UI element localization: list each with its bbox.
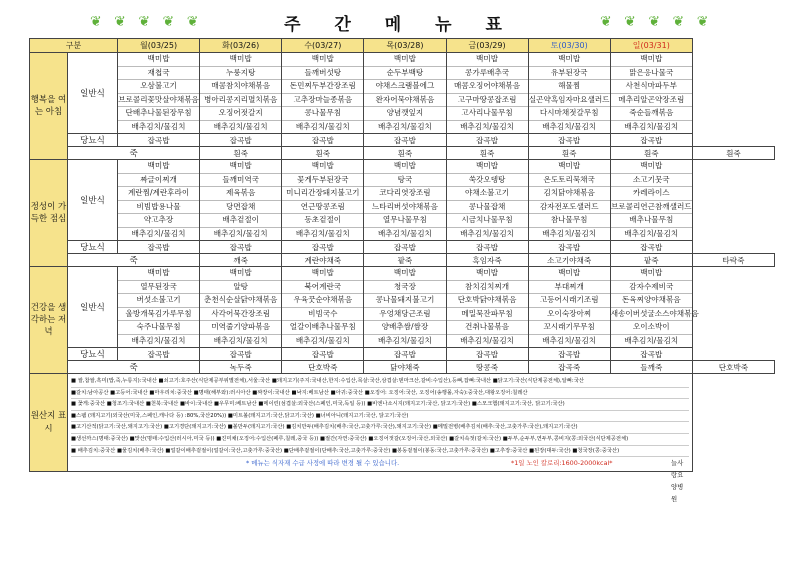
menu-item: 백미밥 [200, 160, 281, 174]
menu-item: 야채스크램블에그 [364, 80, 445, 94]
porridge-item: 흰죽 [364, 147, 446, 160]
menu-item: 당면잡채 [200, 201, 281, 215]
menu-item: 단호박닭야채볶음 [447, 294, 528, 308]
day-header: 목(03/28) [364, 39, 446, 53]
menu-item: 배추김치/물김치 [542, 121, 597, 131]
menu-item: 오이소박이 [611, 321, 692, 335]
menu-item: 완자어묵야채볶음 [364, 94, 445, 108]
meal-type-porridge: 죽 [68, 254, 200, 267]
menu-item: 해물찜 [529, 80, 610, 94]
menu-item: 느타리버섯야채볶음 [364, 201, 445, 215]
menu-cell [364, 267, 446, 348]
diabetic-item: 잡곡밥 [200, 134, 282, 147]
menu-cell [610, 53, 692, 134]
menu-item: 돈민찌두부간장조림 [282, 80, 363, 94]
porridge-item: 흰죽 [200, 147, 282, 160]
meal-type-diabetic: 당뇨식 [68, 241, 118, 254]
menu-item: 백미밥 [364, 267, 445, 281]
sprout-decoration-left-icon: ❦ ❦ ❦ ❦ ❦ [90, 14, 203, 30]
menu-item: 배추김치/물김치 [213, 228, 268, 238]
menu-item: 들깨버섯탕 [282, 67, 363, 81]
menu-item: 단배추나물된장무침 [118, 107, 199, 121]
menu-item: 배추김치/물김치 [460, 121, 515, 131]
menu-cell [364, 53, 446, 134]
title-row [0, 4, 800, 36]
menu-item: 배추김치/물김치 [131, 228, 186, 238]
menu-cell [282, 267, 364, 348]
menu-item: 감자수제비국 [611, 281, 692, 295]
menu-item: 오징어젓갈지 [200, 107, 281, 121]
menu-item: 새송이버섯굴소스야채볶음 [611, 308, 692, 322]
menu-item: 배추김치/물김치 [460, 228, 515, 238]
menu-item: 배추김치/물김치 [131, 121, 186, 131]
menu-item: 돈육찌양야채볶음 [611, 294, 692, 308]
menu-item: 양념깻잎지 [364, 107, 445, 121]
menu-item: 사각어묵간장조림 [200, 308, 281, 322]
menu-cell [364, 160, 446, 241]
menu-item: 야채소불고기 [447, 187, 528, 201]
diabetic-item: 잡곡밥 [364, 348, 446, 361]
diabetic-item: 잡곡밥 [446, 134, 528, 147]
porridge-item: 녹두죽 [200, 361, 282, 374]
menu-item: 배추나물무침 [611, 214, 692, 228]
menu-item: 알탕 [200, 281, 281, 295]
origin-line: ■ 배추김치:중국산 ■물김치(배추:국산) ■얼갈이배추겉절이(얼갈이:국산,고춧가루:중국산) ■단배추겉절이(단배추:국산,고춧가루:중국산) ■봉동겉절이(봉동:국산,고춧가루:중국산) ■고추장:중국산 ■된장(대두:국산) ■청국장(콩:중국산) [71, 446, 689, 458]
porridge-item: 닭야채죽 [364, 361, 446, 374]
menu-item: 백미밥 [529, 53, 610, 67]
calorie-note: *1일 노인 칼로리:1600-2000kcal* [511, 459, 613, 468]
menu-item: 비빔국수 [282, 308, 363, 322]
porridge-item: 팥죽 [610, 254, 692, 267]
diabetic-item: 잡곡밥 [528, 134, 610, 147]
porridge-item: 단호박죽 [692, 361, 774, 374]
menu-cell [610, 160, 692, 241]
porridge-item: 흰죽 [692, 147, 774, 160]
porridge-item: 깨죽 [200, 254, 282, 267]
diabetic-item: 잡곡밥 [200, 348, 282, 361]
menu-item: 백미밥 [364, 53, 445, 67]
porridge-item: 팥죽 [364, 254, 446, 267]
menu-item: 백미밥 [282, 160, 363, 174]
menu-item: 숙주나물무침 [118, 321, 199, 335]
diabetic-item: 잡곡밥 [528, 241, 610, 254]
menu-item: 열무된장국 [118, 281, 199, 295]
menu-item: 백미밥 [529, 267, 610, 281]
menu-cell [118, 267, 200, 348]
menu-item: 누룽지탕 [200, 67, 281, 81]
menu-item: 쑥갓오뎅탕 [447, 174, 528, 188]
diabetic-item: 잡곡밥 [528, 348, 610, 361]
menu-change-notice: * 메뉴는 식자재 수급 사정에 따라 변경 될 수 있습니다. [246, 459, 400, 468]
day-header: 수(03/27) [282, 39, 364, 53]
porridge-item: 흑임자죽 [446, 254, 528, 267]
menu-item: 백미밥 [118, 53, 199, 67]
menu-item: 연근땅콩조림 [282, 201, 363, 215]
menu-item: 백미밥 [282, 53, 363, 67]
menu-item: 건취나물볶음 [447, 321, 528, 335]
header-row [30, 39, 775, 53]
menu-item: 다시마채젓갈무침 [529, 107, 610, 121]
origin-line: ■스팸 (돼지고기(외국산(미국,스페인,캐나다 등) :80%,국산20%)) ■미트볼(돼지고기:국산,닭고기:국산) ■너비아니(돼지고기:국산, 닭고기:국산) [71, 411, 689, 423]
porridge-item: 땅콩죽 [446, 361, 528, 374]
menu-item: 재첩국 [118, 67, 199, 81]
menu-item: 오삼불고기 [118, 80, 199, 94]
menu-item: 고사리나물무침 [447, 107, 528, 121]
menu-cell [282, 53, 364, 134]
meal-type-regular: 일반식 [68, 160, 118, 241]
menu-item: 백미밥 [200, 267, 281, 281]
menu-item: 감자전포도샐러드 [529, 201, 610, 215]
menu-item: 배추김치/물김치 [295, 228, 350, 238]
origin-info [68, 374, 693, 504]
diabetic-item: 잡곡밥 [200, 241, 282, 254]
header-category: 구분 [30, 39, 118, 53]
menu-item: 백미밥 [118, 160, 199, 174]
menu-cell [446, 160, 528, 241]
menu-item: 꼬시래기무무침 [529, 321, 610, 335]
meal-type-regular: 일반식 [68, 267, 118, 348]
menu-item: 배추김치/물김치 [377, 228, 432, 238]
diabetic-item: 잡곡밥 [118, 348, 200, 361]
menu-cell [200, 160, 282, 241]
porridge-item: 흰죽 [282, 147, 364, 160]
porridge-item: 계란야채죽 [282, 254, 364, 267]
origin-row [30, 374, 775, 472]
menu-item: 배추김치/물김치 [213, 335, 268, 345]
menu-item: 청국장 [364, 281, 445, 295]
day-header-sunday: 일(03/31) [610, 39, 692, 53]
meal-porridge-row [30, 147, 775, 160]
menu-item: 탕국 [364, 174, 445, 188]
menu-item: 콩가루배추국 [447, 67, 528, 81]
meal-porridge-row [30, 361, 775, 374]
diabetic-item: 잡곡밥 [446, 348, 528, 361]
porridge-item: 흰죽 [528, 147, 610, 160]
menu-item: 양배추쌈/쌈장 [364, 321, 445, 335]
meal-regular-row [30, 267, 775, 348]
menu-cell [446, 267, 528, 348]
origin-line: ■ 쌀,찹쌀,흑미(밥,죽,누룽지):국내산 ■쇠고기:호주산(식단제공부위별전체),서울:국산 ■돼지고기(주지:국내산,한지:수입산,목살:국산,삼겹살:덴마크산,갈비:수입산),등뼈,잡뼈:국내산 ■닭고기:국산(식단제공전체),알뼈:국산 [71, 376, 689, 388]
menu-item: 울방개묵김가루무침 [118, 308, 199, 322]
meal-regular-row [30, 160, 775, 241]
diabetic-item: 잡곡밥 [364, 134, 446, 147]
porridge-item: 흰죽 [610, 147, 692, 160]
menu-item: 약고추장 [118, 214, 199, 228]
menu-item: 얼갈이배추나물무침 [282, 321, 363, 335]
menu-item: 배추김치/물김치 [295, 335, 350, 345]
menu-item: 병아리콩지리멸치볶음 [200, 94, 281, 108]
menu-cell [200, 53, 282, 134]
menu-cell [528, 160, 610, 241]
menu-item: 열무나물무침 [364, 214, 445, 228]
menu-item: 부대찌개 [529, 281, 610, 295]
meal-type-porridge: 죽 [68, 361, 200, 374]
diabetic-item: 잡곡밥 [282, 241, 364, 254]
menu-item: 죽순들깨볶음 [611, 107, 692, 121]
menu-item: 사천식마파두부 [611, 80, 692, 94]
menu-item: 우육꿋순야채볶음 [282, 294, 363, 308]
diabetic-item: 잡곡밥 [446, 241, 528, 254]
menu-item: 버섯소불고기 [118, 294, 199, 308]
menu-item: 백미밥 [447, 160, 528, 174]
menu-item: 메밀묵잔파무침 [447, 308, 528, 322]
menu-item: 매콤오징어야채볶음 [447, 80, 528, 94]
diabetic-item: 잡곡밥 [610, 134, 692, 147]
menu-cell [528, 267, 610, 348]
day-header: 화(03/26) [200, 39, 282, 53]
menu-item: 춘천식순살닭야채볶음 [200, 294, 281, 308]
meal-type-porridge: 죽 [68, 147, 200, 160]
porridge-item: 타락죽 [692, 254, 774, 267]
menu-item: 온도토리묵채국 [529, 174, 610, 188]
origin-label: 원산지 표시 [30, 374, 68, 472]
menu-item: 참나물무침 [529, 214, 610, 228]
meal-diabetic-row [30, 241, 775, 254]
menu-item: 배추김치/물김치 [131, 335, 186, 345]
menu-item: 오이숙장아찌 [529, 308, 610, 322]
day-header: 금(03/29) [446, 39, 528, 53]
menu-item: 실곤약흑임자마요샐러드 [529, 94, 610, 108]
menu-item: 배추김치/물김치 [460, 335, 515, 345]
day-header: 월(03/25) [118, 39, 200, 53]
menu-item: 백미밥 [447, 53, 528, 67]
menu-item: 고구마땅콩잡조림 [447, 94, 528, 108]
menu-item: 동초겉절이 [282, 214, 363, 228]
page-title: 주 간 메 뉴 표 [284, 15, 516, 35]
menu-item: 배추김치/물김치 [542, 228, 597, 238]
weekly-menu-table [29, 38, 775, 504]
meal-regular-row [30, 53, 775, 134]
sprout-decoration-right-icon: ❦ ❦ ❦ ❦ ❦ [600, 14, 713, 30]
meal-name: 건강을 생각하는 저녁 [30, 267, 68, 374]
menu-item: 유부된장국 [529, 67, 610, 81]
menu-item: 배추김치/물김치 [624, 335, 679, 345]
menu-item: 김치닭야채볶음 [529, 187, 610, 201]
menu-cell [118, 53, 200, 134]
footer-notes [71, 457, 689, 504]
menu-item: 백미밥 [118, 267, 199, 281]
menu-item: 백미밥 [282, 267, 363, 281]
menu-item: 계란찜/계란후라이 [118, 187, 199, 201]
menu-item: 백미밥 [611, 53, 692, 67]
porridge-item: 단호박죽 [282, 361, 364, 374]
menu-item: 소고기뭇국 [611, 174, 692, 188]
menu-item: 배추김치/물김치 [213, 121, 268, 131]
meal-name: 행복을 여는 아침 [30, 53, 68, 160]
diabetic-item: 잡곡밥 [282, 134, 364, 147]
menu-item: 브로콜리연근참깨샐러드 [611, 201, 692, 215]
porridge-item: 들깨죽 [610, 361, 692, 374]
origin-line: ■고기산적(닭고기:국산,돼지고기:국산) ■고기경단(돼지고기:국산) ■볼만두(돼지고기:국산) ■김치만두(배추김치(배추:국산,고춧가루:국산),돼지고기:국산) ■메밀전병(배추김치(배추:국산,고춧가루:국산),돼지고기:국산) [71, 422, 689, 434]
day-header-saturday: 토(03/30) [528, 39, 610, 53]
menu-item: 백미밥 [447, 267, 528, 281]
menu-item: 비빔밥용나물 [118, 201, 199, 215]
menu-item: 배추김치/물김치 [377, 121, 432, 131]
diabetic-item: 잡곡밥 [610, 241, 692, 254]
menu-item: 코다리엿장조림 [364, 187, 445, 201]
menu-item: 배추김치/물김치 [542, 335, 597, 345]
menu-item: 배추김치/물김치 [624, 228, 679, 238]
menu-cell [118, 160, 200, 241]
menu-item: 백미밥 [529, 160, 610, 174]
menu-item: 미니리간장돼지불고기 [282, 187, 363, 201]
porridge-item: 소고기야채죽 [528, 254, 610, 267]
origin-line: ■갈치:남아공산 ■고등어:국내산 ■마우리치:중국산 ■명태(해부와):러시아산 ■짜장이:국내산 ■낙지:베트남산 ■아귀:중국산 ■오징어: 오징어:국산, 오징어(송행몰,자숙):중국산,대왕오징어:칠레산 [71, 388, 689, 400]
porridge-item: 흰죽 [446, 147, 528, 160]
menu-item: 백미밥 [611, 267, 692, 281]
meal-type-regular: 일반식 [68, 53, 118, 134]
menu-cell [528, 53, 610, 134]
menu-cell [610, 267, 699, 348]
menu-item: 미역줄기양파볶음 [200, 321, 281, 335]
origin-line: ■생선까스(명태:중국산) ■맛산(명태:수입산(러시아,미국 등)) ■진미채(오징어:수입산(페루,칠레,중국 등)) ■절간(자연:중국산) ■오징어젓갈(오징어:국산,외국산) ■갈치속젓(갈치:국산) ■두부,순두부,연두부,콩비지(콩:외국산(식단제공전체) [71, 434, 689, 446]
menu-cell [282, 160, 364, 241]
menu-item: 브로콜리꽃맛살야채볶음 [118, 94, 199, 108]
diabetic-item: 잡곡밥 [118, 134, 200, 147]
meal-diabetic-row [30, 134, 775, 147]
menu-item: 백미밥 [364, 160, 445, 174]
menu-cell [446, 53, 528, 134]
menu-item: 메추리알곤약장조림 [611, 94, 692, 108]
menu-item: 맑은응나물국 [611, 67, 692, 81]
meal-diabetic-row [30, 348, 775, 361]
menu-item: 백미밥 [611, 160, 692, 174]
diabetic-item: 잡곡밥 [282, 348, 364, 361]
menu-item: 들깨미역국 [200, 174, 281, 188]
menu-item: 고추장마늘종볶음 [282, 94, 363, 108]
menu-item: 콩나물돼지불고기 [364, 294, 445, 308]
meal-porridge-row [30, 254, 775, 267]
menu-item: 백미밥 [200, 53, 281, 67]
menu-item: 고등어시래기조림 [529, 294, 610, 308]
menu-item: 우엉채당근조림 [364, 308, 445, 322]
menu-item: 꽃게두부된장국 [282, 174, 363, 188]
diabetic-item: 잡곡밥 [118, 241, 200, 254]
menu-item: 카레라이스 [611, 187, 692, 201]
menu-item: 시금치나물무침 [447, 214, 528, 228]
diabetic-item: 잡곡밥 [610, 348, 692, 361]
menu-item: 매콤참치야채볶음 [200, 80, 281, 94]
diabetic-item: 잡곡밥 [364, 241, 446, 254]
meal-type-diabetic: 당뇨식 [68, 134, 118, 147]
menu-item: 콩나물무침 [282, 107, 363, 121]
menu-item: 순두부백탕 [364, 67, 445, 81]
menu-item: 짜글이찌개 [118, 174, 199, 188]
menu-item: 콩나물잡채 [447, 201, 528, 215]
origin-line: ■ 꽃게:중국산 ■청조기:국내산 ■천북:국내산 ■바이:국내산 ■우무미:베트남산 ■메이린(섬겹살:외국산(스페인,미국,독일 등)) ■비엔나소시지(돼지고기:국산, 닭고기:국산) ■스모크햄(돼지고기:국산, 닭고기:국산) [71, 399, 689, 411]
menu-cell [200, 267, 282, 348]
menu-item: 배추김치/물김치 [295, 121, 350, 131]
menu-item: 제육볶음 [200, 187, 281, 201]
menu-item: 배추겉절이 [200, 214, 281, 228]
organization-name: 늘사랑요양병원 [671, 459, 684, 504]
meal-name: 정성이 가득한 점심 [30, 160, 68, 267]
menu-item: 배추김치/물김치 [624, 121, 679, 131]
menu-item: 참치김치찌개 [447, 281, 528, 295]
menu-item: 북어계란국 [282, 281, 363, 295]
meal-type-diabetic: 당뇨식 [68, 348, 118, 361]
porridge-item: 잡곡죽 [528, 361, 610, 374]
menu-item: 배추김치/물김치 [377, 335, 432, 345]
